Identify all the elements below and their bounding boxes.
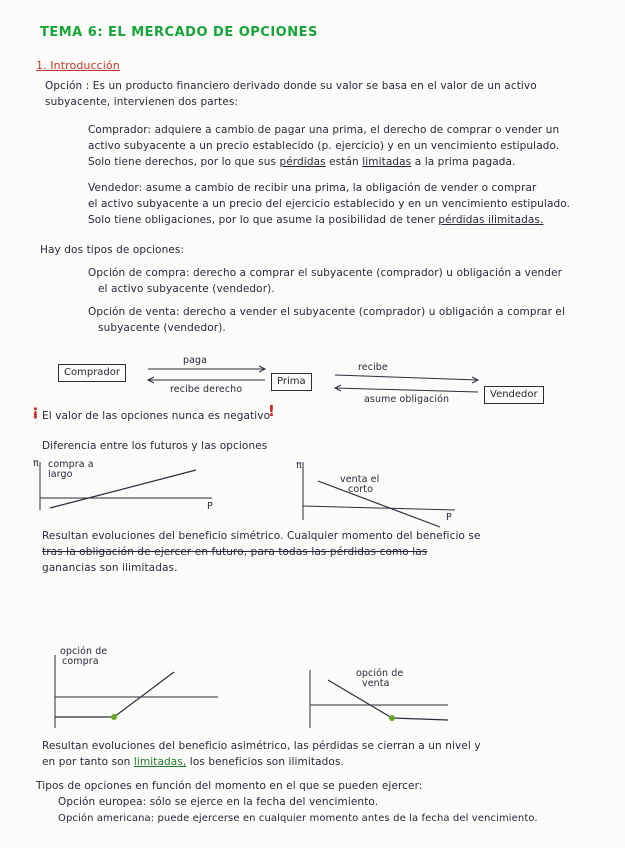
futuros-right-axis: π	[296, 460, 302, 471]
comprador-line-3-a: Solo tiene derechos, por lo que sus	[88, 156, 277, 168]
comprador-line-1: Comprador: adquiere a cambio de pagar una prima, el derecho de comprar o vender un	[88, 124, 560, 136]
opciones-left-label-2: compra	[62, 656, 99, 667]
exclamation-close-icon: !	[268, 402, 275, 420]
section-heading-introduccion: 1. Introducción	[36, 59, 120, 72]
exclamation-open-icon: ¡	[32, 402, 39, 420]
opciones-text-line-2-c: los beneficios son ilimitados.	[189, 756, 344, 768]
opciones-left-label-1: opción de	[60, 646, 108, 657]
flow-box-comprador: Comprador	[58, 364, 126, 382]
diferencia-heading: Diferencia entre los futuros y las opciones	[42, 440, 268, 452]
page-title: TEMA 6: EL MERCADO DE OPCIONES	[40, 25, 318, 40]
flow-box-vendedor: Vendedor	[484, 386, 544, 404]
futuros-text-line-2: tras la obligación de ejercer en futuro, para todas las pérdidas como las	[42, 546, 428, 558]
tipos-europea: Opción europea: sólo se ejerce en la fecha del vencimiento.	[58, 796, 379, 808]
vendedor-line-2: el activo subyacente a un precio del ejercicio establecido y en un vencimiento estipulado.	[88, 198, 571, 210]
type-compra-line-2: el activo subyacente (vendedor).	[98, 283, 275, 295]
futuros-right-p: P	[446, 512, 452, 523]
futuros-left-axis: π	[33, 458, 39, 469]
opciones-text-line-2	[42, 756, 344, 769]
flow-label-recibe-derecho: recibe derecho	[170, 384, 243, 395]
futuros-left-label-2: largo	[48, 469, 73, 480]
futuros-text-line-3: ganancias son ilimitadas.	[42, 562, 178, 574]
opciones-text-line-1: Resultan evoluciones del beneficio asimétrico, las pérdidas se cierran a un nivel y	[42, 740, 481, 752]
intro-line-2: subyacente, intervienen dos partes:	[45, 96, 239, 108]
opciones-right-label-2: venta	[362, 678, 390, 689]
comprador-line-3-c: están	[329, 156, 359, 168]
tipos-americana: Opción americana: puede ejercerse en cualquier momento antes de la fecha del vencimiento.	[58, 813, 538, 824]
flow-label-asume: asume obligación	[364, 394, 450, 405]
opciones-limitadas: limitadas,	[133, 756, 187, 768]
comprador-perdidas: pérdidas	[279, 156, 326, 168]
types-intro: Hay dos tipos de opciones:	[40, 244, 185, 256]
type-venta-line-1: Opción de venta: derecho a vender el subyacente (comprador) u obligación a comprar el	[88, 306, 565, 318]
futuros-text-line-1: Resultan evoluciones del beneficio simétrico. Cualquier momento del beneficio se	[42, 530, 481, 542]
vendedor-line-1: Vendedor: asume a cambio de recibir una prima, la obligación de vender o comprar	[88, 182, 537, 194]
type-venta-line-2: subyacente (vendedor).	[98, 322, 226, 334]
tipos-line-1: Tipos de opciones en función del momento en el que se pueden ejercer:	[36, 780, 423, 792]
comprador-line-3-e: a la prima pagada.	[414, 156, 516, 168]
vendedor-line-3-a: Solo tiene obligaciones, por lo que asume la posibilidad de tener	[88, 214, 435, 226]
comprador-line-2: activo subyacente a un precio establecido (p. ejercicio) y en un vencimiento estipulado.	[88, 140, 560, 152]
futuros-right-label-1: venta el	[340, 474, 380, 485]
type-compra-line-1: Opción de compra: derecho a comprar el subyacente (comprador) u obligación a vender	[88, 267, 563, 279]
flow-label-recibe: recibe	[358, 362, 388, 373]
futuros-right-label-2: corto	[348, 484, 373, 495]
flow-label-paga: paga	[183, 355, 208, 366]
flow-box-prima: Prima	[271, 373, 312, 391]
opciones-text-line-2-a: en por tanto son	[42, 756, 131, 768]
futuros-left-p: P	[207, 501, 213, 512]
vendedor-perdidas-ilimitadas: pérdidas ilimitadas.	[438, 214, 544, 226]
intro-line-1: Opción : Es un producto financiero derivado donde su valor se basa en el valor de un activo	[45, 80, 537, 92]
futuros-left-label-1: compra a	[48, 459, 94, 470]
warning-text: El valor de las opciones nunca es negativo	[42, 410, 271, 422]
opciones-right-label-1: opción de	[356, 668, 404, 679]
comprador-limitadas: limitadas	[362, 156, 412, 168]
